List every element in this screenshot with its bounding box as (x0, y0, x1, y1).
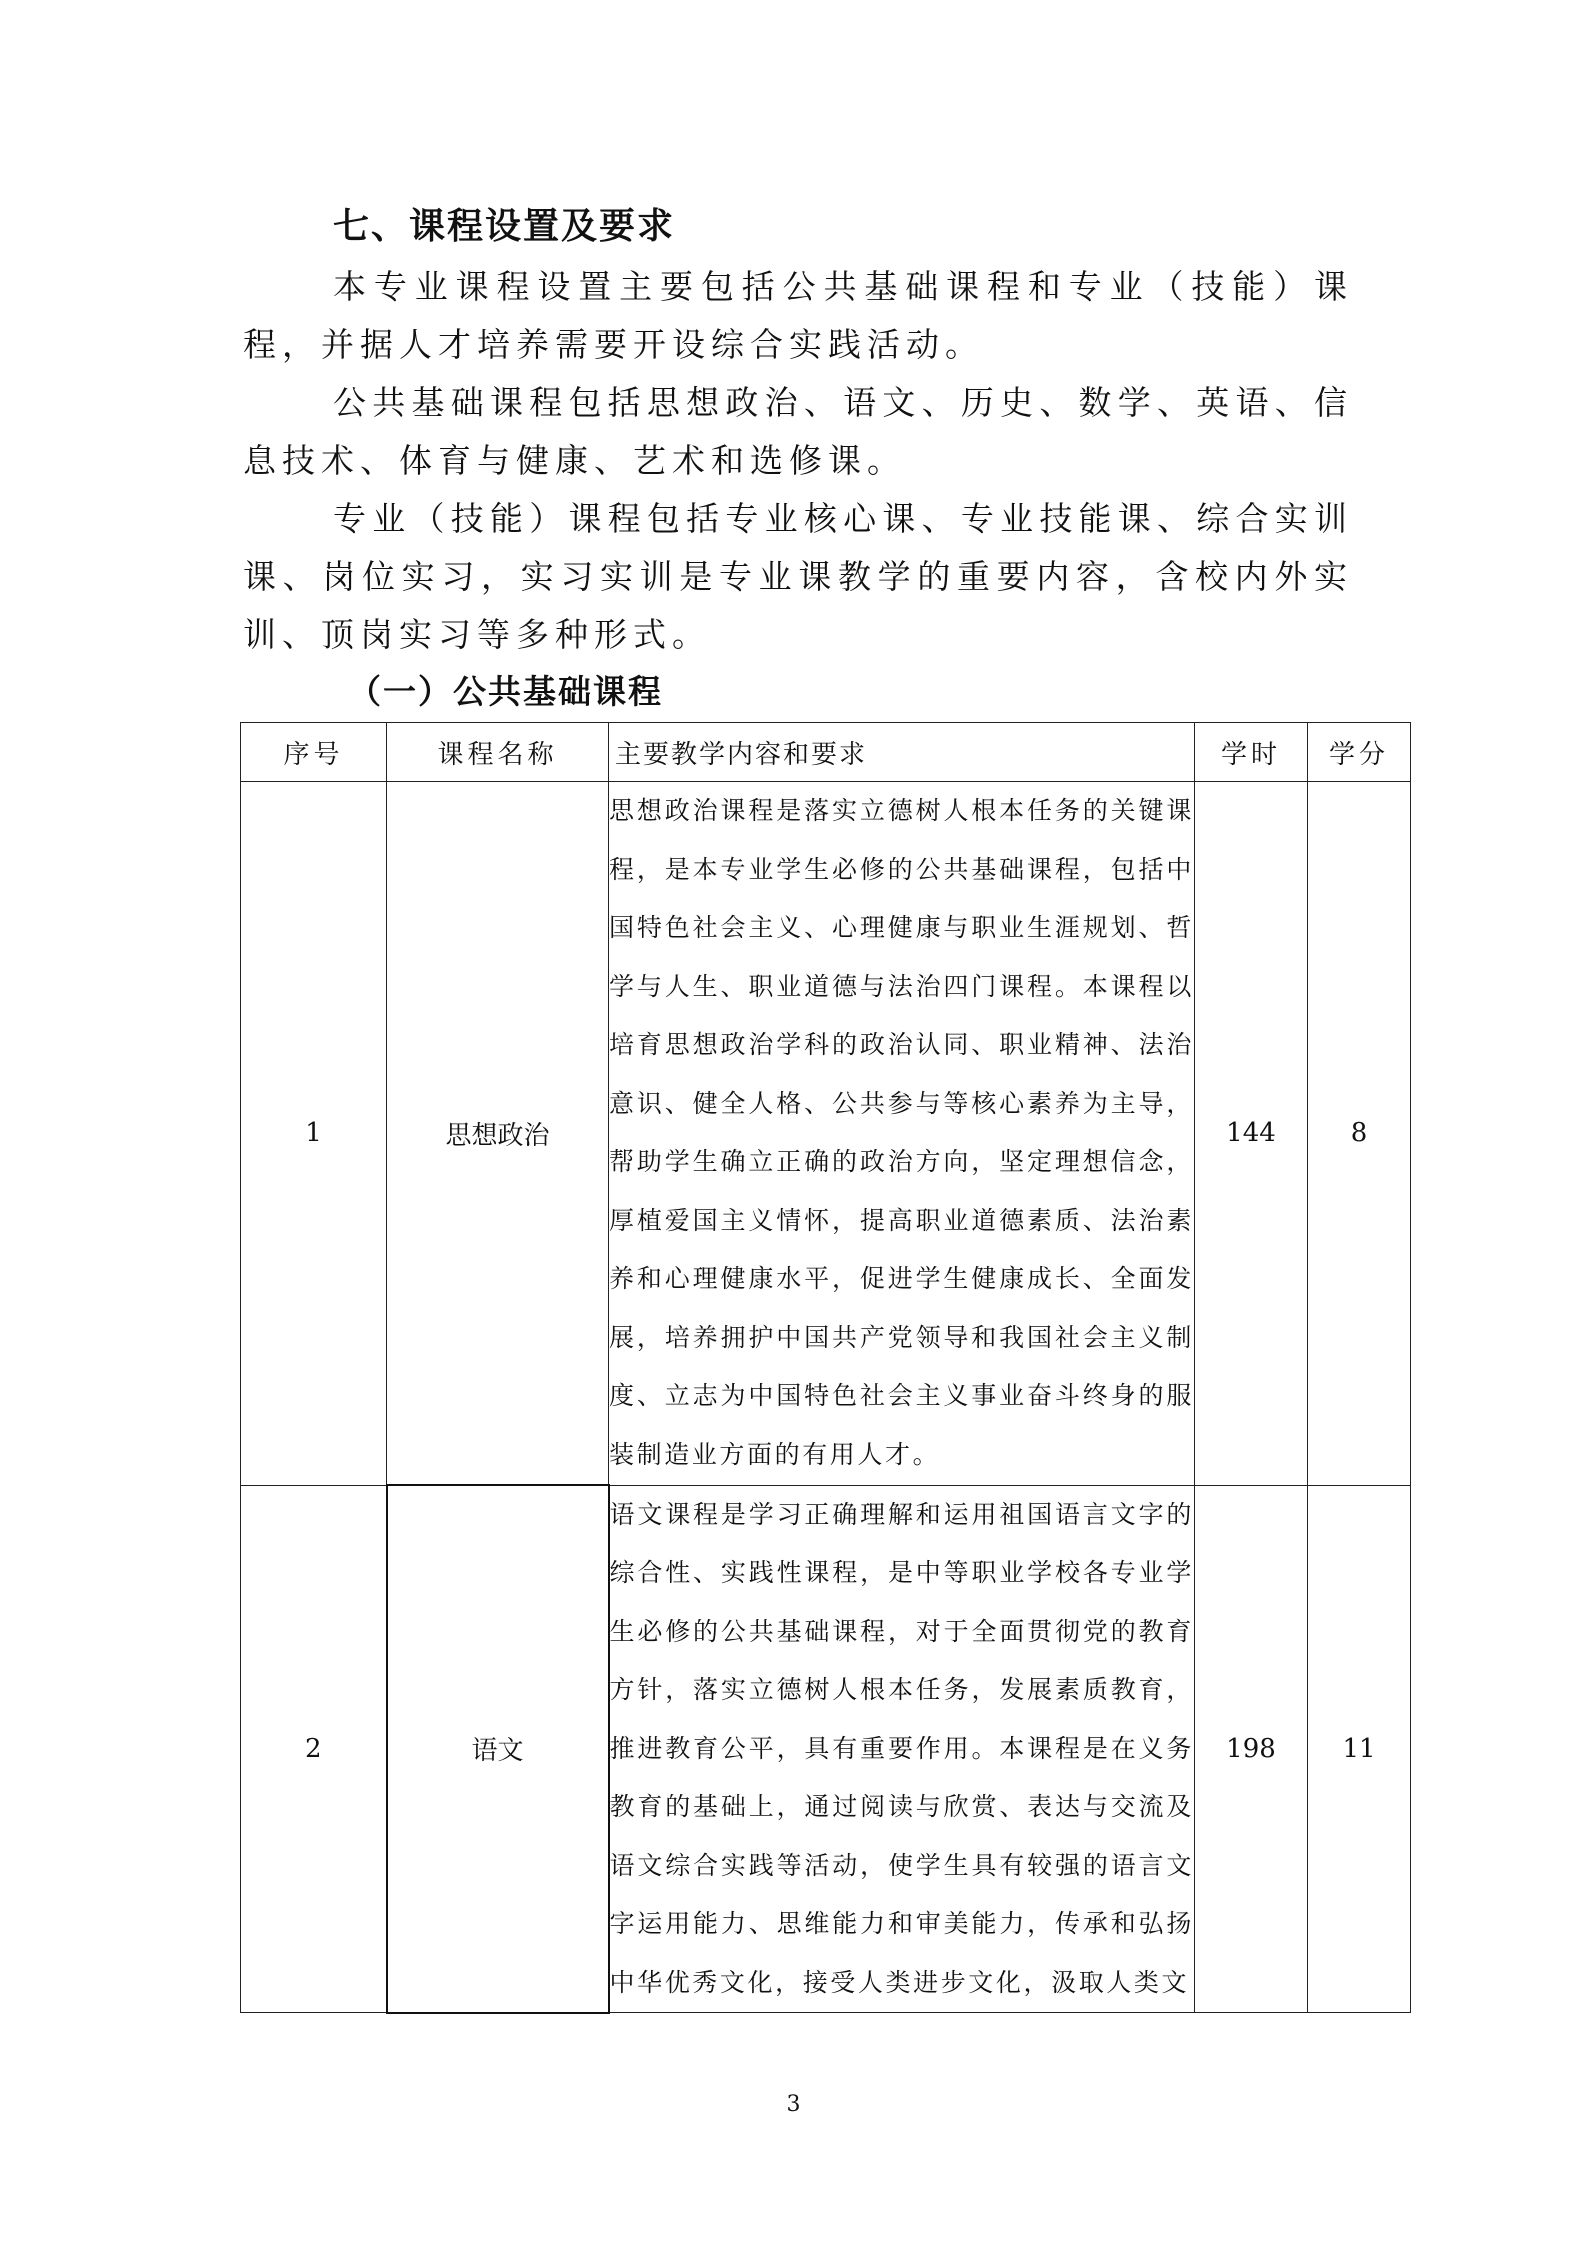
cell-course-name: 思想政治 (387, 782, 609, 1486)
page-number: 3 (786, 2092, 801, 2117)
section-title: 七、课程设置及要求 (333, 205, 676, 247)
header-course-name: 课程名称 (387, 723, 609, 782)
cell-hours: 144 (1195, 782, 1308, 1486)
table-row (241, 1485, 1411, 2013)
cell-credit: 8 (1308, 782, 1411, 1486)
public-courses-paragraph: 公共基础课程包括思想政治、语文、历史、数学、英语、信息技术、体育与健康、艺术和选修课。 (243, 383, 1353, 480)
table-header-row (241, 723, 1411, 782)
header-content: 主要教学内容和要求 (609, 723, 1195, 782)
intro-paragraph: 本专业课程设置主要包括公共基础课程和专业（技能）课程，并据人才培养需要开设综合实践活动。 (243, 267, 1353, 364)
cell-course-name: 语文 (387, 1485, 609, 2013)
course-table (240, 722, 1411, 2014)
table-row (241, 782, 1411, 1486)
cell-hours: 198 (1195, 1485, 1308, 2013)
professional-courses-paragraph: 专业（技能）课程包括专业核心课、专业技能课、综合实训课、岗位实习，实习实训是专业课教学的重要内容，含校内外实训、顶岗实习等多种形式。 (243, 499, 1353, 654)
cell-no: 2 (241, 1485, 387, 2013)
subsection-title: （一）公共基础课程 (348, 672, 663, 711)
cell-no: 1 (241, 782, 387, 1486)
cell-credit: 11 (1308, 1485, 1411, 2013)
header-credit: 学分 (1308, 723, 1411, 782)
header-no: 序号 (241, 723, 387, 782)
header-hours: 学时 (1195, 723, 1308, 782)
cell-content: 语文课程是学习正确理解和运用祖国语言文字的综合性、实践性课程，是中等职业学校各专业学生必修的公共基础课程，对于全面贯彻党的教育方针，落实立德树人根本任务，发展素质教育，推进教育公平，具有重要作用。本课程是在义务教育的基础上，通过阅读与欣赏、表达与交流及语文综合实践等活动，使学生具有较强的语言文字运用能力、思维能力和审美能力，传承和弘扬中华优秀文化，接受人类进步文化，汲取人类文 (609, 1485, 1195, 2013)
cell-content: 思想政治课程是落实立德树人根本任务的关键课程，是本专业学生必修的公共基础课程，包括中国特色社会主义、心理健康与职业生涯规划、哲学与人生、职业道德与法治四门课程。本课程以培育思想政治学科的政治认同、职业精神、法治意识、健全人格、公共参与等核心素养为主导，帮助学生确立正确的政治方向，坚定理想信念，厚植爱国主义情怀，提高职业道德素质、法治素养和心理健康水平，促进学生健康成长、全面发展，培养拥护中国共产党领导和我国社会主义制度、立志为中国特色社会主义事业奋斗终身的服装制造业方面的有用人才。 (609, 782, 1195, 1486)
